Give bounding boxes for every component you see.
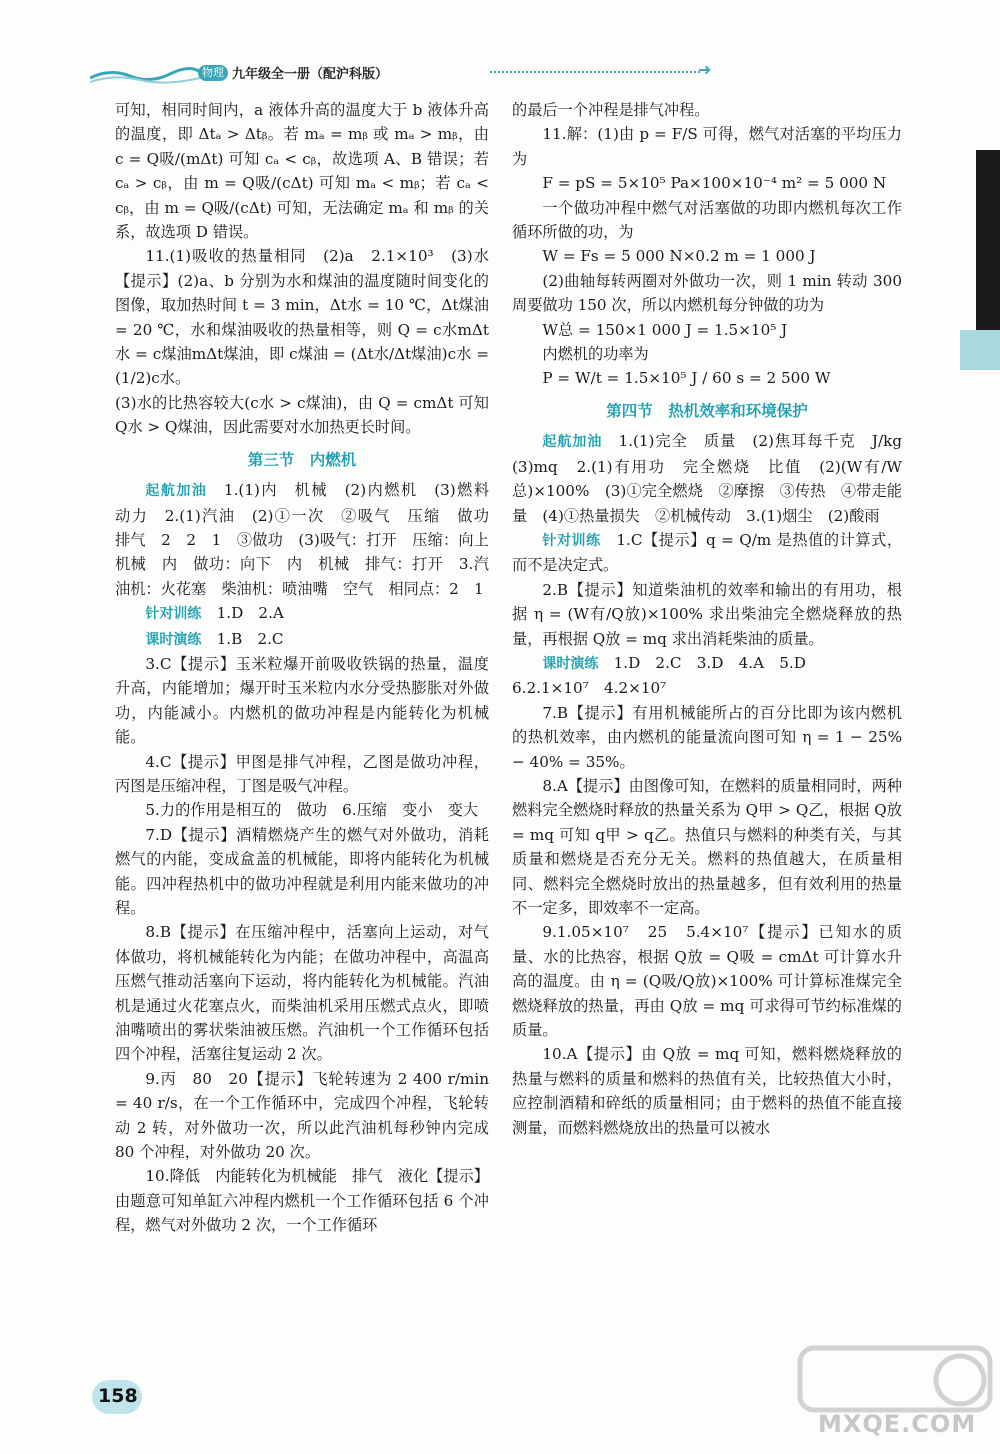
paragraph: 一个做功冲程中燃气对活塞做的功即内燃机每次工作循环所做的功，为 bbox=[512, 198, 902, 242]
paragraph: (2)曲轴每转两圈对外做功一次，则 1 min 转动 300 周要做功 150 次，所以内燃机每分钟做的功为 bbox=[512, 271, 902, 315]
header-title: 九年级全一册（配沪科版） bbox=[232, 67, 389, 82]
paragraph: 内燃机的功率为 bbox=[542, 345, 649, 364]
subject-badge: 物理 bbox=[198, 65, 228, 81]
formula-line: W = Fs = 5 000 N×0.2 m = 1 000 J bbox=[542, 247, 816, 266]
paragraph: 的最后一个冲程是排气冲程。 bbox=[512, 101, 710, 119]
page-edge-tab bbox=[960, 330, 1000, 370]
answer-block: 针对训练 1.D 2.A bbox=[145, 604, 284, 623]
answer-9: 9.1.05×10⁷ 25 5.4×10⁷【提示】已知水的质量、水的比热容，根据 Q放 = Q吸 = cmΔt 可计算水升高的温度。由 η = (Q吸/Q放)×100% 可计算标准煤完全燃烧释放的热量，再由 Q放 = mq 可求得可节约标准煤的质量。 bbox=[512, 923, 902, 1040]
header-dotted-line bbox=[490, 71, 700, 73]
answer-11: 11.解：(1)由 p = F/S 可得，燃气对活塞的平均压力为 bbox=[512, 125, 902, 168]
running-header bbox=[90, 58, 712, 86]
answer-9: 9.丙 80 20【提示】飞轮转速为 2 400 r/min = 40 r/s，在一个工作循环中，完成四个冲程，飞轮转动 2 转，对外做功一次，所以此汽油机每秒钟内完成 80 个冲程，对外做功 20 次。 bbox=[115, 1069, 489, 1162]
answer-8: 8.B【提示】在压缩冲程中，活塞向上运动，对气体做功，将机械能转化为内能；在做功冲程中，高温高压燃气推动活塞向下运动，将内能转化为机械能。汽油机是通过火花塞点火，而柴油机采用压燃式点火，即喷油嘴喷出的雾状柴油被压燃。汽油机一个工作循环包括四个冲程，活塞往复运动 2 次。 bbox=[115, 923, 489, 1064]
paragraph: 可知，相同时间内，a 液体升高的温度大于 b 液体升高的温度，即 Δtₐ > Δtᵦ。若 mₐ = mᵦ 或 mₐ > mᵦ，由 c = Q吸/(mΔt) 可知 cₐ < cᵦ，故选项 A、B 错误；若 cₐ > cᵦ，由 m = Q吸/(cΔt) 可知 mₐ < mᵦ；若 cₐ < cᵦ，由 m = Q吸/(cΔt) 可知，无法确定 mₐ 和 mᵦ 的关系，故选项 D 错误。 bbox=[115, 101, 489, 242]
paragraph: (3)水的比热容较大(c水 > c煤油)，由 Q = cmΔt 可知 Q水 > Q煤油，因此需要对水加热更长时间。 bbox=[115, 393, 489, 437]
arrow-right-icon: ➜ bbox=[698, 60, 712, 79]
formula-line: P = W/t = 1.5×10⁵ J / 60 s = 2 500 W bbox=[542, 369, 831, 388]
label-tag: 课时演练 bbox=[145, 631, 202, 648]
answer-6: 6.2.1×10⁷ 4.2×10⁷ bbox=[512, 679, 667, 698]
answer-7: 7.B【提示】有用机械能所占的百分比即为该内燃机的热机效率，由内燃机的能量流向图可知 η = 1 − 25% − 40% = 35%。 bbox=[512, 703, 902, 771]
answer-block: 针对训练 1.C【提示】q = Q/m 是热值的计算式，而不是决定式。 bbox=[512, 530, 903, 575]
formula-line: W总 = 150×1 000 J = 1.5×10⁵ J bbox=[542, 320, 788, 339]
answer-block: 起航加油 1.(1)内 机械 (2)内燃机 (3)燃料 动力 2.(1)汽油 (2)①一次 ②吸气 压缩 做功 排气 2 2 1 ③做功 (3)吸气：打开 压缩：向上 机械 内 做功：向下 内 机械 排气：打开 3.汽油机：火花塞 柴油机：喷油嘴 空气 相同点：2 1 bbox=[115, 481, 505, 598]
section-title-3: 第三节 内燃机 bbox=[247, 450, 357, 469]
label-tag: 针对训练 bbox=[145, 606, 202, 623]
formula-line: F = pS = 5×10⁵ Pa×100×10⁻⁴ m² = 5 000 N bbox=[542, 174, 887, 193]
label-tag: 起航加油 bbox=[145, 483, 208, 500]
watermark-text: MXQE.COM bbox=[818, 1410, 977, 1438]
answer-3: 3.C【提示】玉米粒爆开前吸收铁锅的热量，温度升高，内能增加；爆开时玉米粒内水分受热膨胀对外做功，内能减小。内燃机的做功冲程是内能转化为机械能。 bbox=[115, 654, 489, 747]
section-title-4: 第四节 热机效率和环境保护 bbox=[606, 401, 808, 420]
left-column bbox=[115, 98, 505, 1238]
label-tag: 课时演练 bbox=[542, 655, 599, 672]
answer-8: 8.A【提示】由图像可知，在燃料的质量相同时，两种燃料完全燃烧时释放的热量关系为 Q甲 > Q乙，根据 Q放 = mq 可知 q甲 > q乙。热值只与燃料的种类有关，与其质量和燃烧是否充分无关。燃料的热值越大，在质量相同、燃料完全燃烧时放出的热量越多，但有效利用的热量不一定多，即效率不一定高。 bbox=[512, 776, 902, 917]
answer-11: 11.(1)吸收的热量相同 (2)a 2.1×10³ (3)水【提示】(2)a、b 分别为水和煤油的温度随时间变化的图像，取加热时间 t = 3 min，Δt水 = 10 ℃，Δt煤油 = 20 ℃，水和煤油吸收的热量相等，则 Q = c水mΔt水 = c煤油mΔt煤油，即 c煤油 = (Δt水/Δt煤油)c水 = (1/2)c水。 bbox=[115, 247, 489, 388]
answer-block: 课时演练 1.D 2.C 3.D 4.A 5.D bbox=[542, 653, 806, 672]
right-column bbox=[512, 98, 918, 1140]
answer-7: 7.D【提示】酒精燃烧产生的燃气对外做功，消耗燃气的内能，变成盒盖的机械能，即将内能转化为机械能。四冲程热机中的做功冲程就是利用内能来做功的冲程。 bbox=[115, 825, 489, 917]
answer-2: 2.B【提示】知道柴油机的效率和输出的有用功，根据 η = (W有/Q放)×100% 求出柴油完全燃烧释放的热量，再根据 Q放 = mq 求出消耗柴油的质量。 bbox=[512, 580, 902, 648]
answer-block: 起航加油 1.(1)完全 质量 (2)焦耳每千克 J/kg (3)mq 2.(1)有用功 完全燃烧 比值 (2)(W有/W总)×100% (3)①完全燃烧 ②摩擦 ③传热 ④带走能量 (4)①热量损失 ②机械传动 3.(1)烟尘 (2)酸雨 bbox=[512, 432, 918, 525]
answer-4: 4.C【提示】甲图是排气冲程，乙图是做功冲程，丙图是压缩冲程，丁图是吸气冲程。 bbox=[115, 752, 489, 795]
page-number: 158 bbox=[98, 1385, 138, 1407]
header-wave-decoration bbox=[90, 64, 200, 86]
answer-block: 课时演练 1.B 2.C bbox=[145, 629, 284, 648]
page-edge-mark bbox=[976, 150, 1000, 330]
answer-10: 10.A【提示】由 Q放 = mq 可知，燃料燃烧释放的热量与燃料的质量和燃料的热值有关，比较热值大小时，应控制酒精和碎纸的质量相同；由于燃料的热值不能直接测量，而燃料燃烧放出的热量可以被水 bbox=[512, 1045, 902, 1137]
answer-10: 10.降低 内能转化为机械能 排气 液化【提示】由题意可知单缸六冲程内燃机一个工作循环包括 6 个冲程，燃气对外做功 2 次，一个工作循环 bbox=[115, 1167, 489, 1235]
label-tag: 起航加油 bbox=[542, 434, 603, 451]
label-tag: 针对训练 bbox=[542, 532, 601, 549]
answer-5: 5.力的作用是相互的 做功 6.压缩 变小 变大 bbox=[145, 801, 479, 820]
